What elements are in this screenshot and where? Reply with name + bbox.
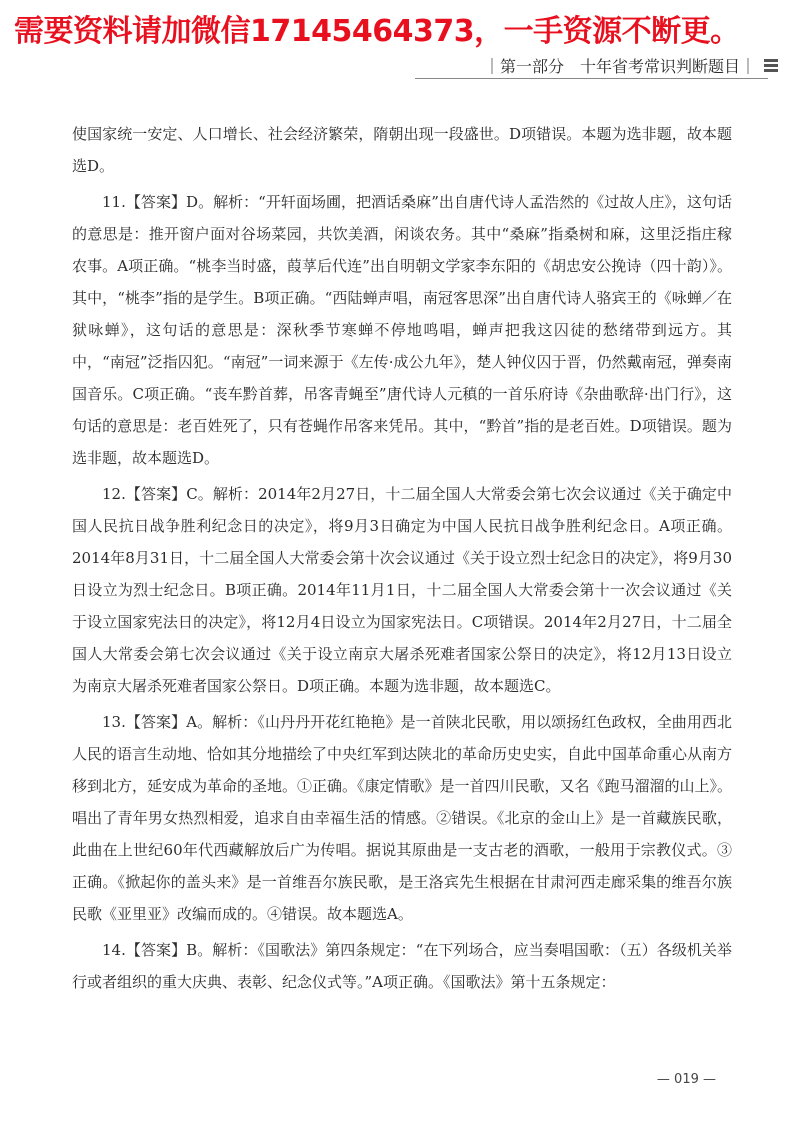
header-divider <box>415 78 768 79</box>
answer-14-paragraph: 14.【答案】B。解析：《国歌法》第四条规定：“在下列场合，应当奏唱国歌：（五）各级机关举行或者组织的重大庆典、表彰、纪念仪式等。”A项正确。《国歌法》第十五条规定： <box>72 941 732 991</box>
page-header <box>484 54 782 77</box>
answer-13-paragraph: 13.【答案】A。解析：《山丹丹开花红艳艳》是一首陕北民歌，用以颂扬红色政权，全曲用西北人民的语言生动地、恰如其分地描绘了中央红军到达陕北的革命历史史实，自此中国革命重心从南方移到北方，延安成为革命的圣地。①正确。《康定情歌》是一首四川民歌，又名《跑马溜溜的山上》。唱出了青年男女热烈相爱，追求自由幸福生活的情感。②错误。《北京的金山上》是一首藏族民歌，此曲在上世纪60年代西藏解放后广为传唱。据说其原曲是一支古老的酒歌，一般用于宗教仪式。③正确。《掀起你的盖头来》是一首维吾尔族民歌，是王洛宾先生根据在甘肃河西走廊采集的维吾尔族民歌《亚里亚》改编而成的。④错误。故本题选A。 <box>72 713 733 923</box>
book-icon <box>762 57 782 75</box>
paragraph-continuation: 使国家统一安定、人口增长、社会经济繁荣，隋朝出现一段盛世。D项错误。本题为选非题，故本题选D。 <box>72 125 732 175</box>
answer-11-paragraph: 11.【答案】D。解析：“开轩面场圃，把酒话桑麻”出自唐代诗人孟浩然的《过故人庄》，这句话的意思是：推开窗户面对谷场菜园，共饮美酒，闲谈农务。其中“桑麻”指桑树和麻，这里泛指庄稼农事。A项正确。“桃李当时盛，葭莩后代连”出自明朝文学家李东阳的《胡忠安公挽诗（四十韵）》。其中，“桃李”指的是学生。B项正确。“西陆蝉声唱，南冠客思深”出自唐代诗人骆宾王的《咏蝉／在狱咏蝉》，这句话的意思是：深秋季节寒蝉不停地鸣唱，蝉声把我这囚徒的愁绪带到远方。其中，“南冠”泛指囚犯。“南冠”一词来源于《左传·成公九年》，楚人钟仪囚于晋，仍然戴南冠，弹奏南国音乐。C项正确。“丧车黔首葬，吊客青蝇至”唐代诗人元稹的一首乐府诗《杂曲歌辞·出门行》，这句话的意思是：老百姓死了，只有苍蝇作吊客来凭吊。其中，“黔首”指的是老百姓。D项错误。题为选非题，故本题选D。 <box>72 193 732 467</box>
watermark-text: 需要资料请加微信17145464373，一手资源不断更。 <box>14 14 740 49</box>
page-body <box>72 118 732 1002</box>
answer-12-paragraph: 12.【答案】C。解析：2014年2月27日，十二届全国人大常委会第七次会议通过《关于确定中国人民抗日战争胜利纪念日的决定》，将9月3日确定为中国人民抗日战争胜利纪念日。A项正确。2014年8月31日，十二届全国人大常委会第十次会议通过《关于设立烈士纪念日的决定》，将9月30日设立为烈士纪念日。B项正确。2014年11月1日，十二届全国人大常委会第十一次会议通过《关于设立国家宪法日的决定》，将12月4日设立为国家宪法日。C项错误。2014年2月27日，十二届全国人大常委会第七次会议通过《关于设立南京大屠杀死难者国家公祭日的决定》，将12月13日设立为南京大屠杀死难者国家公祭日。D项正确。本题为选非题，故本题选C。 <box>72 485 732 695</box>
section-title: ｜第一部分 十年省考常识判断题目｜ <box>483 57 756 76</box>
page-number: — 019 — <box>656 1072 716 1087</box>
